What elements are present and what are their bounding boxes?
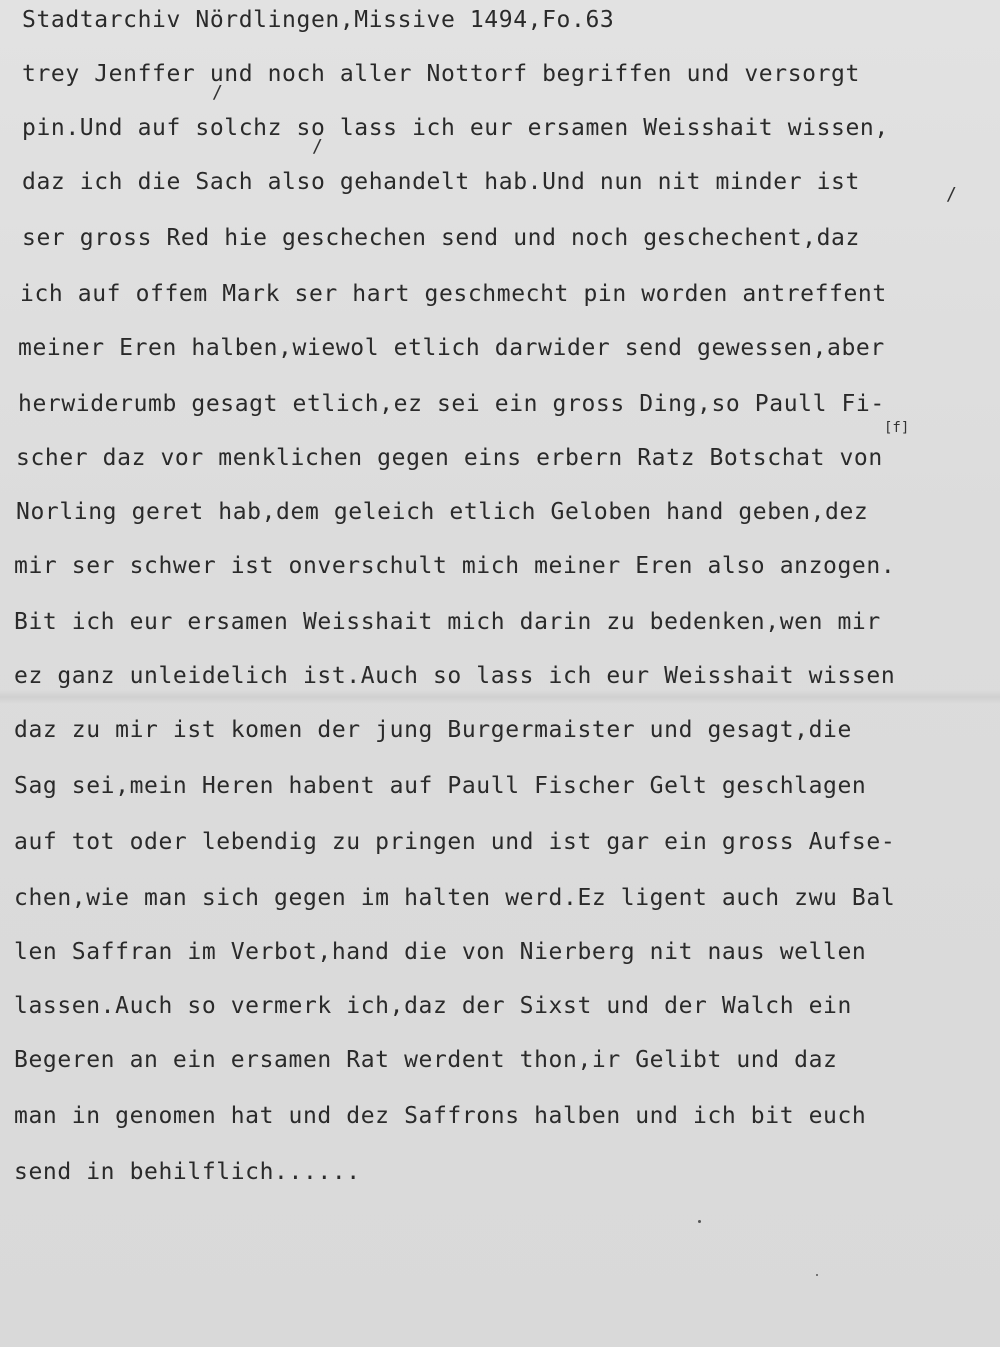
text-line-18: lassen.Auch so vermerk ich,daz der Sixst und der Walch ein — [14, 993, 852, 1019]
text-line-17: len Saffran im Verbot,hand die von Nierberg nit naus wellen — [14, 939, 867, 965]
paper-speck — [816, 1274, 818, 1276]
text-line-10: mir ser schwer ist onverschult mich meiner Eren also anzogen. — [14, 553, 896, 579]
text-line-20: man in genomen hat und dez Saffrons halben und ich bit euch — [14, 1103, 867, 1129]
paper-speck — [698, 1220, 701, 1223]
slash-mark: / — [946, 184, 957, 205]
text-line-14: Sag sei,mein Heren habent auf Paull Fischer Gelt geschlagen — [14, 773, 867, 799]
margin-annotation: [f] — [884, 420, 910, 436]
page-fold-shadow — [0, 690, 1000, 704]
text-line-1: trey Jenffer und noch aller Nottorf begriffen und versorgt — [22, 61, 860, 87]
text-line-19: Begeren an ein ersamen Rat werdent thon,ir Gelibt und daz — [14, 1047, 838, 1073]
text-line-12: ez ganz unleidelich ist.Auch so lass ich eur Weisshait wissen — [14, 663, 896, 689]
text-line-15: auf tot oder lebendig zu pringen und ist gar ein gross Aufse- — [14, 829, 896, 855]
text-line-5: ich auf offem Mark ser hart geschmecht pin worden antreffent — [20, 281, 887, 307]
slash-mark: / — [312, 136, 323, 157]
text-line-11: Bit ich eur ersamen Weisshait mich darin zu bedenken,wen mir — [14, 609, 881, 635]
text-line-8: scher daz vor menklichen gegen eins erbern Ratz Botschat von — [16, 445, 883, 471]
text-line-9: Norling geret hab,dem geleich etlich Geloben hand geben,dez — [16, 499, 869, 525]
text-line-16: chen,wie man sich gegen im halten werd.Ez ligent auch zwu Bal — [14, 885, 896, 911]
text-line-21: send in behilflich...... — [14, 1159, 361, 1185]
text-line-3: daz ich die Sach also gehandelt hab.Und nun nit minder ist — [22, 169, 860, 195]
text-line-13: daz zu mir ist komen der jung Burgermaister und gesagt,die — [14, 717, 852, 743]
archive-header: Stadtarchiv Nördlingen,Missive 1494,Fo.63 — [22, 7, 615, 33]
text-line-6: meiner Eren halben,wiewol etlich darwider send gewessen,aber — [18, 335, 885, 361]
text-line-4: ser gross Red hie geschechen send und noch geschechent,daz — [22, 225, 860, 251]
text-line-7: herwiderumb gesagt etlich,ez sei ein gross Ding,so Paull Fi- — [18, 391, 885, 417]
text-line-2: pin.Und auf solchz so lass ich eur ersamen Weisshait wissen, — [22, 115, 889, 141]
slash-mark: / — [212, 82, 223, 103]
